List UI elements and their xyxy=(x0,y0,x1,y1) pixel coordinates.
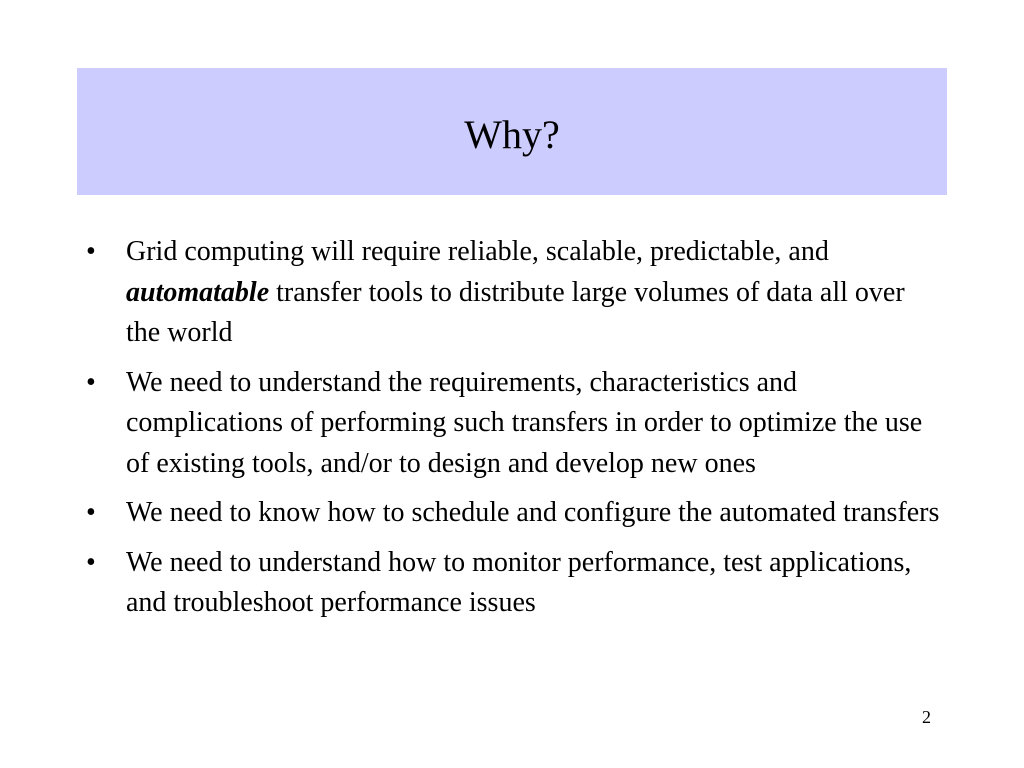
bullet-text-part: Grid computing will require reliable, scalable, predictable, and xyxy=(126,236,829,267)
bullet-text-part: transfer tools to distribute large volumes of data all over the world xyxy=(126,276,905,348)
bullet-emphasis: automatable xyxy=(126,276,270,308)
bullet-item-grid-computing xyxy=(84,232,944,354)
bullet-item-schedule xyxy=(84,493,944,534)
bullet-list xyxy=(84,232,944,633)
bullet-item-monitor xyxy=(84,543,944,624)
slide-title: Why? xyxy=(464,111,560,157)
bullet-marker: • xyxy=(86,236,96,267)
title-banner xyxy=(77,68,947,195)
page-number: 2 xyxy=(922,707,931,727)
bullet-text: We need to understand the requirements, characteristics and complications of performing such transfers in order to optimize the use of existing tools, and/or to design and develop new ones xyxy=(126,366,923,479)
bullet-marker: • xyxy=(86,546,96,578)
bullet-marker: • xyxy=(86,497,96,528)
bullet-text: We need to know how to schedule and configure the automated transfers xyxy=(126,497,940,528)
bullet-marker: • xyxy=(86,366,96,398)
bullet-text: We need to understand how to monitor performance, test applications, and troubleshoot performance issues xyxy=(126,546,912,618)
bullet-item-requirements xyxy=(84,363,944,485)
